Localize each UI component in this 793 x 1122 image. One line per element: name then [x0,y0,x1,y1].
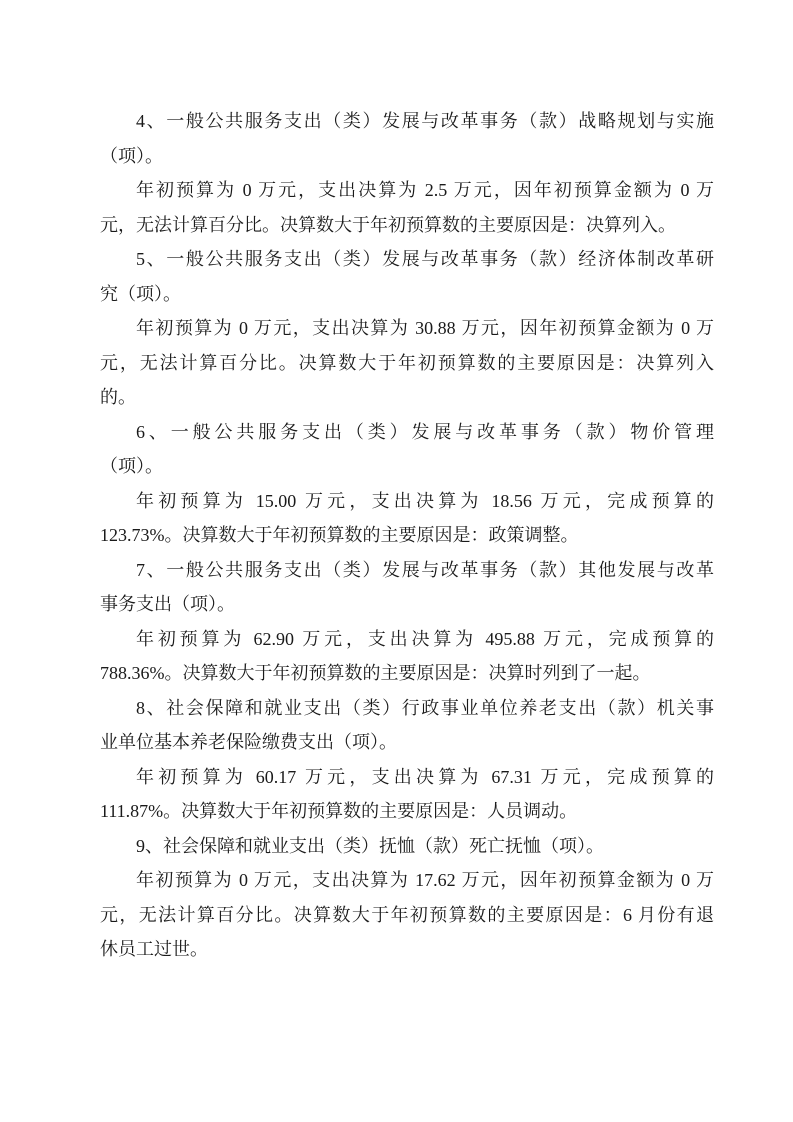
item-title-line: 6、一般公共服务支出（类）发展与改革事务（款）物价管理 [136,421,714,442]
item-detail-line: 元，无法计算百分比。决算数大于年初预算数的主要原因是：6 月份有退 [100,904,714,925]
item-title-line: （项）。 [100,145,163,166]
item-detail-line: 123.73%。决算数大于年初预算数的主要原因是：政策调整。 [100,525,579,545]
item-detail-line: 年初预算为 62.90 万元，支出决算为 495.88 万元，完成预算的 [136,628,714,649]
budget-item-8 [100,691,714,829]
budget-item-4 [100,104,714,242]
item-detail-line: 年初预算为 0 万元，支出决算为 30.88 万元，因年初预算金额为 0 万 [136,318,714,338]
item-detail-line: 的。 [100,387,136,407]
item-title-line: 4、一般公共服务支出（类）发展与改革事务（款）战略规划与实施 [136,111,714,131]
budget-item-5 [100,242,714,415]
item-detail-line: 休员工过世。 [100,939,208,959]
item-detail-line: 年初预算为 15.00 万元，支出决算为 18.56 万元，完成预算的 [136,490,714,511]
item-detail-line: 元，无法计算百分比。决算数大于年初预算数的主要原因是：决算列入 [100,352,714,373]
item-title-line: 7、一般公共服务支出（类）发展与改革事务（款）其他发展与改革 [136,559,714,580]
item-title-line: 8、社会保障和就业支出（类）行政事业单位养老支出（款）机关事 [136,697,714,718]
item-detail-line: 111.87%。决算数大于年初预算数的主要原因是：人员调动。 [100,801,578,821]
item-title-line: 5、一般公共服务支出（类）发展与改革事务（款）经济体制改革研 [136,249,714,269]
item-detail-line: 年初预算为 0 万元，支出决算为 2.5 万元，因年初预算金额为 0 万 [136,180,714,200]
item-detail-line: 788.36%。决算数大于年初预算数的主要原因是：决算时列到了一起。 [100,663,651,683]
item-title-line: （项）。 [100,456,163,476]
item-detail-line: 元，无法计算百分比。决算数大于年初预算数的主要原因是：决算列入。 [100,214,676,235]
budget-item-6 [100,415,714,553]
item-title-line: 究（项）。 [100,283,181,304]
item-title-line: 事务支出（项）。 [100,594,235,614]
budget-item-9 [100,829,714,967]
budget-item-7 [100,553,714,691]
item-title-line: 业单位基本养老保险缴费支出（项）。 [100,732,397,752]
item-title-line: 9、社会保障和就业支出（类）抚恤（款）死亡抚恤（项）。 [136,835,604,856]
item-detail-line: 年初预算为 60.17 万元，支出决算为 67.31 万元，完成预算的 [136,766,714,787]
item-detail-line: 年初预算为 0 万元，支出决算为 17.62 万元，因年初预算金额为 0 万 [136,870,714,890]
